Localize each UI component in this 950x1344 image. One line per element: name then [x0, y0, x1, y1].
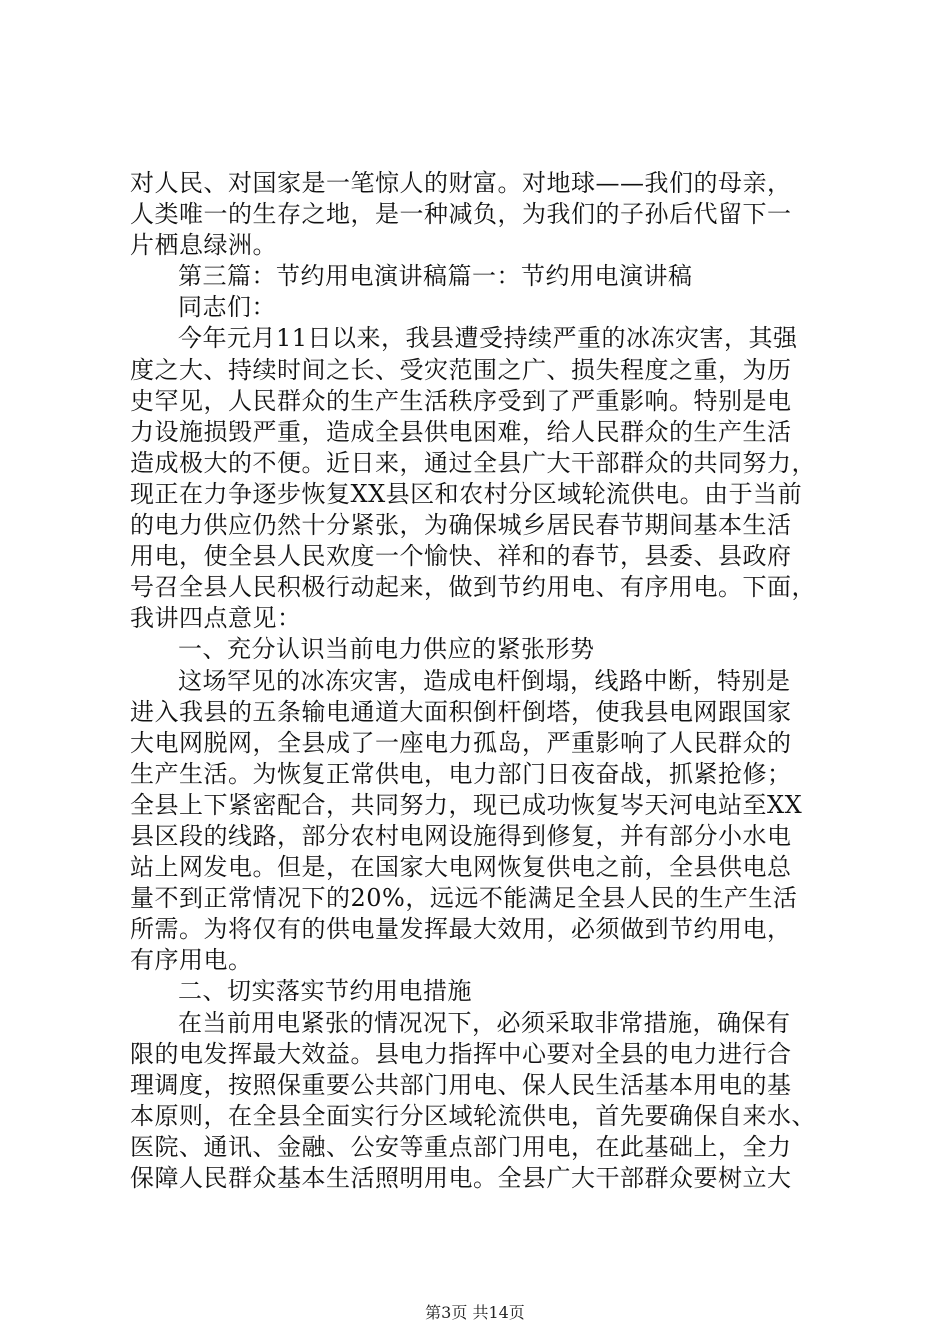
text-line: 人类唯一的生存之地，是一种减负，为我们的子孙后代留下一	[130, 200, 792, 229]
text-line: 度之大、持续时间之长、受灾范围之广、损失程度之重，为历	[130, 355, 792, 384]
text-line: 用电，使全县人民欢度一个愉快、祥和的春节，县委、县政府	[130, 542, 792, 571]
text-line: 号召全县人民积极行动起来，做到节约用电、有序用电。下面，	[130, 573, 816, 602]
text-line: 这场罕见的冰冻灾害，造成电杆倒塌，线路中断，特别是	[178, 666, 791, 695]
text-line: 有序用电。	[130, 946, 253, 975]
text-line: 一、充分认识当前电力供应的紧张形势	[178, 635, 595, 664]
text-line: 所需。为将仅有的供电量发挥最大效用，必须做到节约用电，	[130, 915, 792, 944]
document-body	[130, 168, 830, 1194]
text-line: 保障人民群众基本生活照明用电。全县广大干部群众要树立大	[130, 1164, 792, 1192]
text-line: 现正在力争逐步恢复XX县区和农村分区域轮流供电。由于当前	[130, 479, 803, 508]
text-line: 医院、通讯、金融、公安等重点部门用电，在此基础上，全力	[130, 1132, 792, 1161]
page-footer	[0, 1300, 950, 1323]
text-line: 今年元月11日以来，我县遭受持续严重的冰冻灾害，其强	[178, 324, 798, 353]
page-number: 第3页 共14页	[425, 1303, 525, 1322]
text-line: 二、切实落实节约用电措施	[178, 977, 472, 1006]
text-line: 造成极大的不便。近日来，通过全县广大干部群众的共同努力，	[130, 448, 816, 477]
text-line: 限的电发挥最大效益。县电力指挥中心要对全县的电力进行合	[130, 1039, 792, 1068]
text-line: 片栖息绿洲。	[130, 231, 277, 260]
text-line: 理调度，按照保重要公共部门用电、保人民生活基本用电的基	[130, 1070, 792, 1099]
text-line: 全县上下紧密配合，共同努力，现已成功恢复岑天河电站至XX	[130, 790, 803, 819]
text-line: 第三篇：节约用电演讲稿篇一：节约用电演讲稿	[178, 262, 693, 291]
text-line: 我讲四点意见：	[130, 604, 302, 633]
text-line: 本原则，在全县全面实行分区域轮流供电，首先要确保自来水、	[130, 1101, 816, 1130]
text-line: 生产生活。为恢复正常供电，电力部门日夜奋战，抓紧抢修；	[130, 759, 792, 788]
text-line: 的电力供应仍然十分紧张，为确保城乡居民春节期间基本生活	[130, 511, 792, 540]
text-line: 在当前用电紧张的情况况下，必须采取非常措施，确保有	[178, 1008, 791, 1037]
text-line: 县区段的线路，部分农村电网设施得到修复，并有部分小水电	[130, 821, 792, 850]
text-line: 进入我县的五条输电通道大面积倒杆倒塔，使我县电网跟国家	[130, 697, 792, 726]
text-line: 力设施损毁严重，造成全县供电困难，给人民群众的生产生活	[130, 417, 792, 446]
text-line: 对人民、对国家是一笔惊人的财富。对地球——我们的母亲，	[130, 169, 792, 197]
text-line: 量不到正常情况下的20%，远远不能满足全县人民的生产生活	[130, 884, 798, 913]
text-line: 大电网脱网，全县成了一座电力孤岛，严重影响了人民群众的	[130, 728, 792, 757]
text-line: 站上网发电。但是，在国家大电网恢复供电之前，全县供电总	[130, 853, 792, 882]
text-line: 史罕见，人民群众的生产生活秩序受到了严重影响。特别是电	[130, 386, 792, 415]
text-line: 同志们：	[178, 293, 276, 322]
